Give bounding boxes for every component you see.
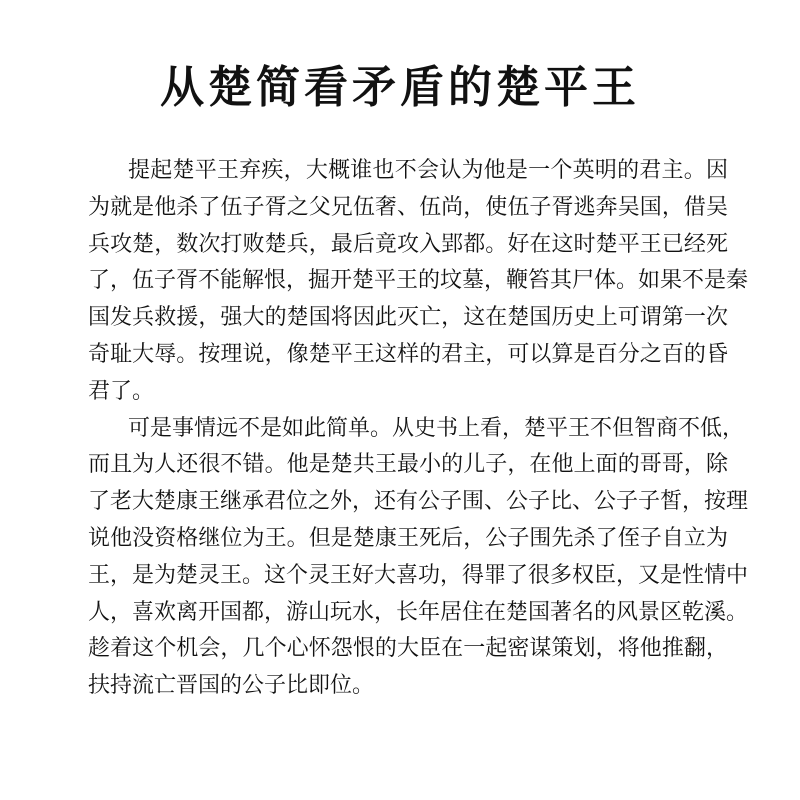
- text-line: 国发兵救援，强大的楚国将因此灭亡，这在楚国历史上可谓第一次: [88, 305, 728, 331]
- document-title: 从楚简看矛盾的楚平王: [160, 62, 640, 113]
- text-line: 了老大楚康王继承君位之外，还有公子围、公子比、公子子皙，按理: [88, 489, 749, 515]
- text-line: 为就是他杀了伍子胥之父兄伍奢、伍尚，使伍子胥逃奔吴国，借吴: [88, 194, 728, 220]
- text-line: 了，伍子胥不能解恨，掘开楚平王的坟墓，鞭笞其尸体。如果不是秦: [88, 268, 749, 294]
- text-line: 扶持流亡晋国的公子比即位。: [88, 673, 375, 699]
- text-line: 可是事情远不是如此简单。从史书上看，楚平王不但智商不低，: [128, 415, 745, 441]
- text-line: 而且为人还很不错。他是楚共王最小的儿子，在他上面的哥哥，除: [88, 452, 728, 478]
- paragraph-2: [88, 411, 749, 705]
- text-line: 王，是为楚灵王。这个灵王好大喜功，得罪了很多权臣，又是性情中: [88, 562, 749, 588]
- text-line: 兵攻楚，数次打败楚兵，最后竟攻入郢都。好在这时楚平王已经死: [88, 231, 728, 257]
- paragraph-1: [88, 153, 749, 411]
- text-line: 趁着这个机会，几个心怀怨恨的大臣在一起密谋策划，将他推翻，: [88, 636, 728, 662]
- document-body: [88, 153, 749, 705]
- text-line: 说他没资格继位为王。但是楚康王死后，公子围先杀了侄子自立为: [88, 525, 728, 551]
- text-line: 奇耻大辱。按理说，像楚平王这样的君主，可以算是百分之百的昏: [88, 341, 728, 367]
- text-line: 君了。: [88, 378, 155, 404]
- text-line: 提起楚平王弃疾，大概谁也不会认为他是一个英明的君主。因: [128, 158, 728, 183]
- text-line: 人，喜欢离开国都，游山玩水，长年居住在楚国著名的风景区乾溪。: [88, 599, 749, 625]
